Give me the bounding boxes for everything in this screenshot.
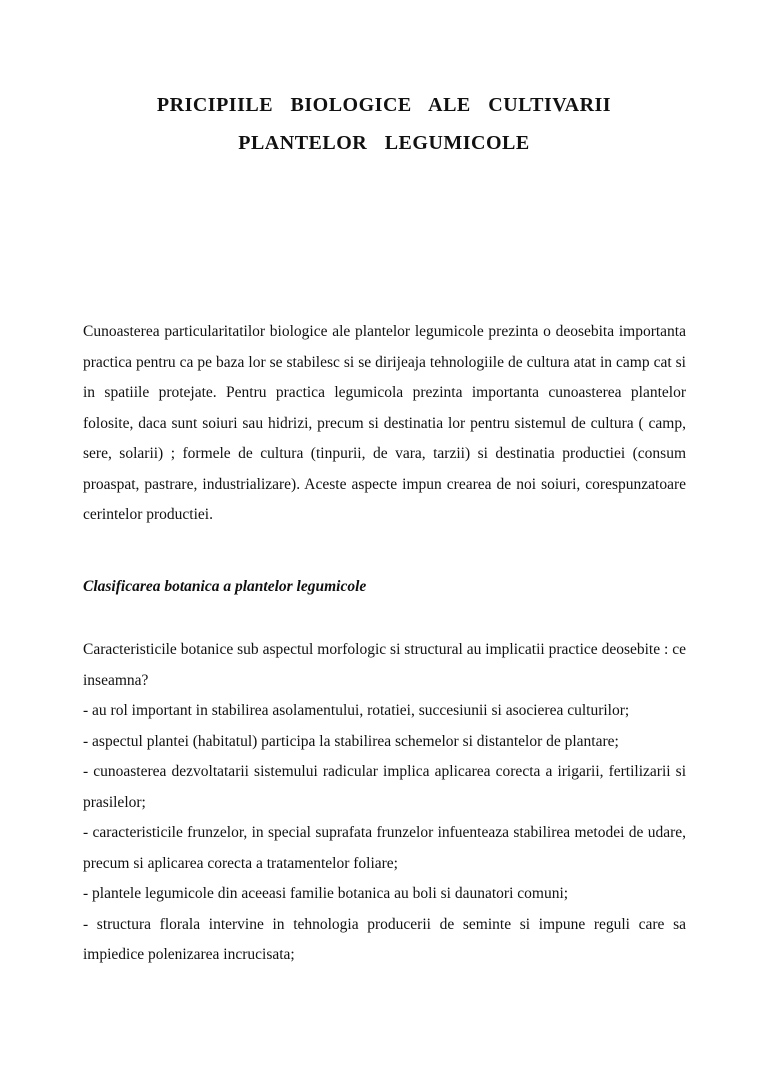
- body-line: Caracteristicile botanice sub aspectul morfologic si structural au implicatii practice deosebite : ce inseamna?: [83, 641, 686, 689]
- body-line: - cunoasterea dezvoltatarii sistemului radicular implica aplicarea corecta a irigarii, fertilizarii si prasilelor;: [83, 763, 686, 811]
- document-title-line-2: PLANTELOR LEGUMICOLE: [238, 132, 530, 154]
- body-line: - structura florala intervine in tehnologia producerii de seminte si impune reguli care sa impiedice polenizarea incrucisata;: [83, 915, 686, 963]
- body-line: - aspectul plantei (habitatul) participa la stabilirea schemelor si distantelor de plantare;: [83, 732, 619, 750]
- body-line: - caracteristicile frunzelor, in special suprafata frunzelor infuenteaza stabilirea metodei de udare, precum si aplicarea corecta a tratamentelor foliare;: [83, 824, 686, 872]
- intro-paragraph: Cunoasterea particularitatilor biologice ale plantelor legumicole prezinta o deosebita importanta practica pentru ca pe baza lor se stabilesc si se dirijeaja tehnologiile de cultura atat in camp cat si in spatiile protejate. Pentru practica legumicola prezinta importanta cunoasterea plantelor folosite, daca sunt soiuri sau hidrizi, precum si destinatia lor pentru sistemul de cultura ( camp, sere, solarii) ; formele de cultura (tinpurii, de vara, tarzii) si destinatia productiei (consum proaspat, pastrare, industrializare). Aceste aspecte impun crearea de noi soiuri, corespunzatoare cerintelor productiei.: [83, 323, 686, 523]
- section-heading: Clasificarea botanica a plantelor legumicole: [83, 578, 367, 595]
- section-body: [83, 635, 686, 971]
- body-line: - au rol important in stabilirea asolamentului, rotatiei, succesiunii si asocierea culturilor;: [83, 702, 630, 719]
- document-title-line-1: PRICIPIILE BIOLOGICE ALE CULTIVARII: [156, 94, 612, 116]
- body-line: - plantele legumicole din aceeasi familie botanica au boli si daunatori comuni;: [83, 885, 569, 902]
